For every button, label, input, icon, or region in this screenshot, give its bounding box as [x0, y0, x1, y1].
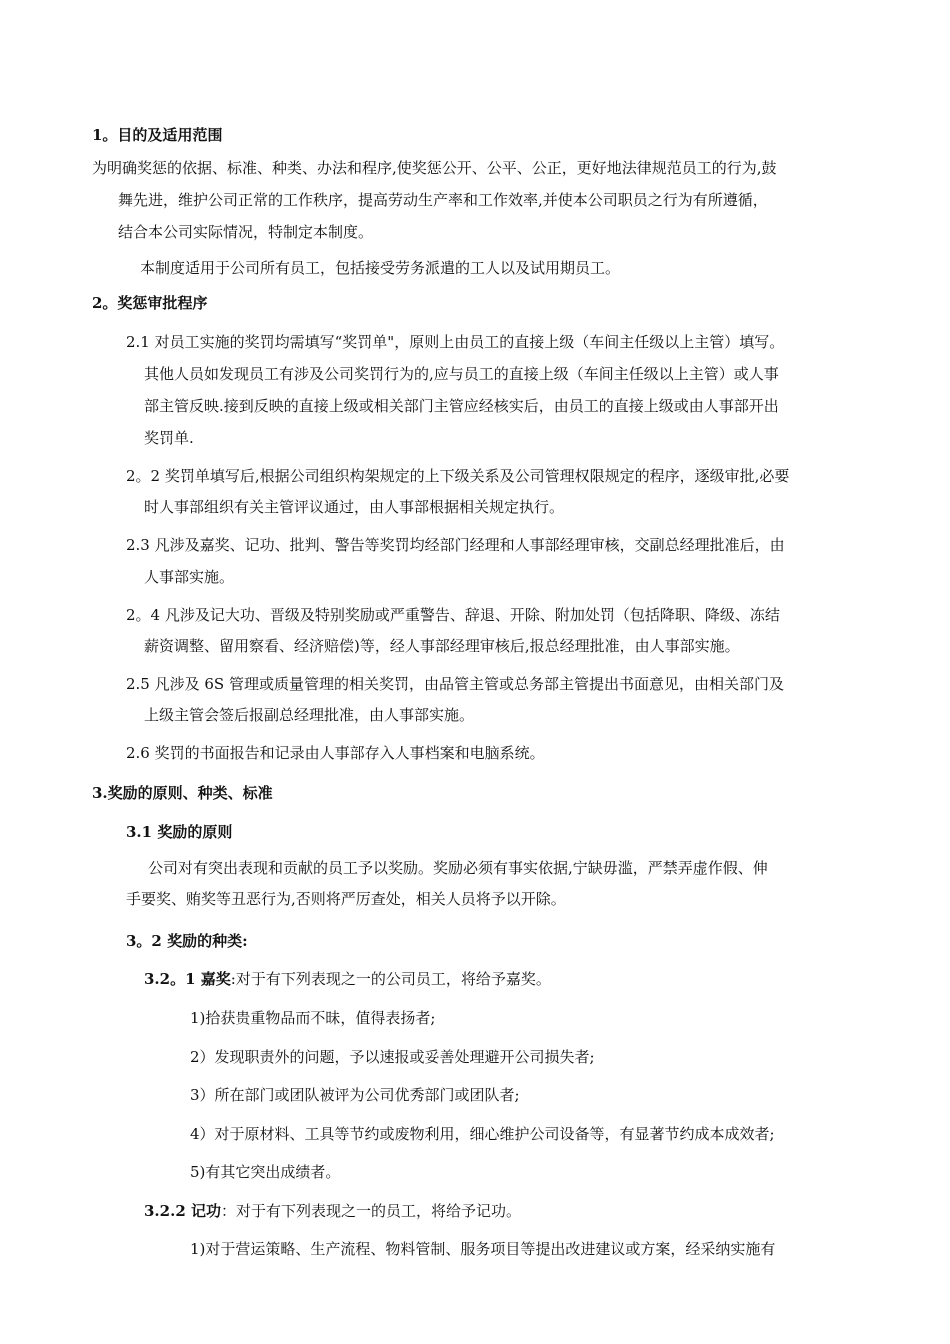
clause-2-4-line: 2。4 凡涉及记大功、晋级及特别奖励或严重警告、辞退、开除、附加处罚（包括降职、降级、冻结 — [126, 606, 780, 624]
clause-2-1-line: 2.1 对员工实施的奖罚均需填写“奖罚单"，原则上由员工的直接上级（车间主任级以上主管）填写。 — [126, 333, 785, 351]
list-item: 5)有其它突出成绩者。 — [190, 1163, 341, 1181]
subsection-3-2-heading: 3。2 奖励的种类: — [126, 932, 248, 950]
clause-2-5-line: 上级主管会签后报副总经理批准，由人事部实施。 — [144, 706, 475, 724]
list-item: 2）发现职责外的问题，予以速报或妥善处理避开公司损失者; — [190, 1048, 595, 1066]
clause-2-1-line: 其他人员如发现员工有涉及公司奖罚行为的,应与员工的直接上级（车间主任级以上主管）或人事 — [144, 365, 779, 383]
clause-3-2-2-label: 3.2.2 记功 — [144, 1202, 221, 1220]
clause-3-1-line: 手要奖、贿奖等丑恶行为,否则将严厉查处，相关人员将予以开除。 — [126, 890, 566, 908]
clause-2-5-line: 2.5 凡涉及 6S 管理或质量管理的相关奖罚，由品管主管或总务部主管提出书面意见，由相关部门及 — [126, 675, 784, 693]
list-item: 1)拾获贵重物品而不昧，值得表扬者; — [190, 1009, 436, 1027]
section-1-para-line: 结合本公司实际情况，特制定本制度。 — [118, 223, 374, 241]
clause-2-2-line: 时人事部组织有关主管评议通过，由人事部根据相关规定执行。 — [144, 498, 565, 516]
section-1-heading: 1。目的及适用范围 — [92, 126, 223, 144]
clause-2-2-line: 2。2 奖罚单填写后,根据公司组织构架规定的上下级关系及公司管理权限规定的程序，逐级审批,必要 — [126, 467, 790, 485]
clause-3-2-2-heading — [144, 1201, 521, 1221]
clause-3-1-line: 公司对有突出表现和贡献的员工予以奖励。奖励必须有事实依据,宁缺毋滥，严禁弄虚作假、伸 — [148, 859, 768, 877]
clause-3-2-1-text: :对于有下列表现之一的公司员工，将给予嘉奖。 — [230, 970, 551, 988]
subsection-3-1-heading: 3.1 奖励的原则 — [126, 823, 233, 841]
clause-3-2-1-heading — [144, 969, 551, 989]
list-item: 1)对于营运策略、生产流程、物料管制、服务项目等提出改进建议或方案，经采纳实施有 — [190, 1240, 776, 1258]
section-2-heading: 2。奖惩审批程序 — [92, 294, 208, 312]
clause-2-3-line: 人事部实施。 — [144, 568, 235, 586]
clause-2-3-line: 2.3 凡涉及嘉奖、记功、批判、警告等奖罚均经部门经理和人事部经理审核，交副总经理批准后，由 — [126, 536, 785, 554]
section-1-scope: 本制度适用于公司所有员工，包括接受劳务派遣的工人以及试用期员工。 — [140, 259, 621, 277]
clause-3-2-1-label: 3.2。1 嘉奖 — [144, 970, 231, 988]
list-item: 3）所在部门或团队被评为公司优秀部门或团队者; — [190, 1086, 520, 1104]
section-3-heading: 3.奖励的原则、种类、标准 — [92, 784, 273, 802]
clause-2-6: 2.6 奖罚的书面报告和记录由人事部存入人事档案和电脑系统。 — [126, 744, 545, 762]
section-1-para-line: 为明确奖惩的依据、标准、种类、办法和程序,使奖惩公开、公平、公正，更好地法律规范员工的行为,鼓 — [92, 159, 777, 177]
clause-2-1-line: 奖罚单. — [144, 429, 194, 447]
section-1-para-line: 舞先进，维护公司正常的工作秩序，提高劳动生产率和工作效率,并使本公司职员之行为有所遵循， — [118, 191, 768, 209]
clause-3-2-2-text: ：对于有下列表现之一的员工，将给予记功。 — [220, 1202, 521, 1220]
list-item: 4）对于原材料、工具等节约或废物利用，细心维护公司设备等，有显著节约成本成效者; — [190, 1125, 775, 1143]
clause-2-4-line: 薪资调整、留用察看、经济赔偿)等，经人事部经理审核后,报总经理批准，由人事部实施。 — [144, 637, 740, 655]
clause-2-1-line: 部主管反映.接到反映的直接上级或相关部门主管应经核实后，由员工的直接上级或由人事部开出 — [144, 397, 779, 415]
